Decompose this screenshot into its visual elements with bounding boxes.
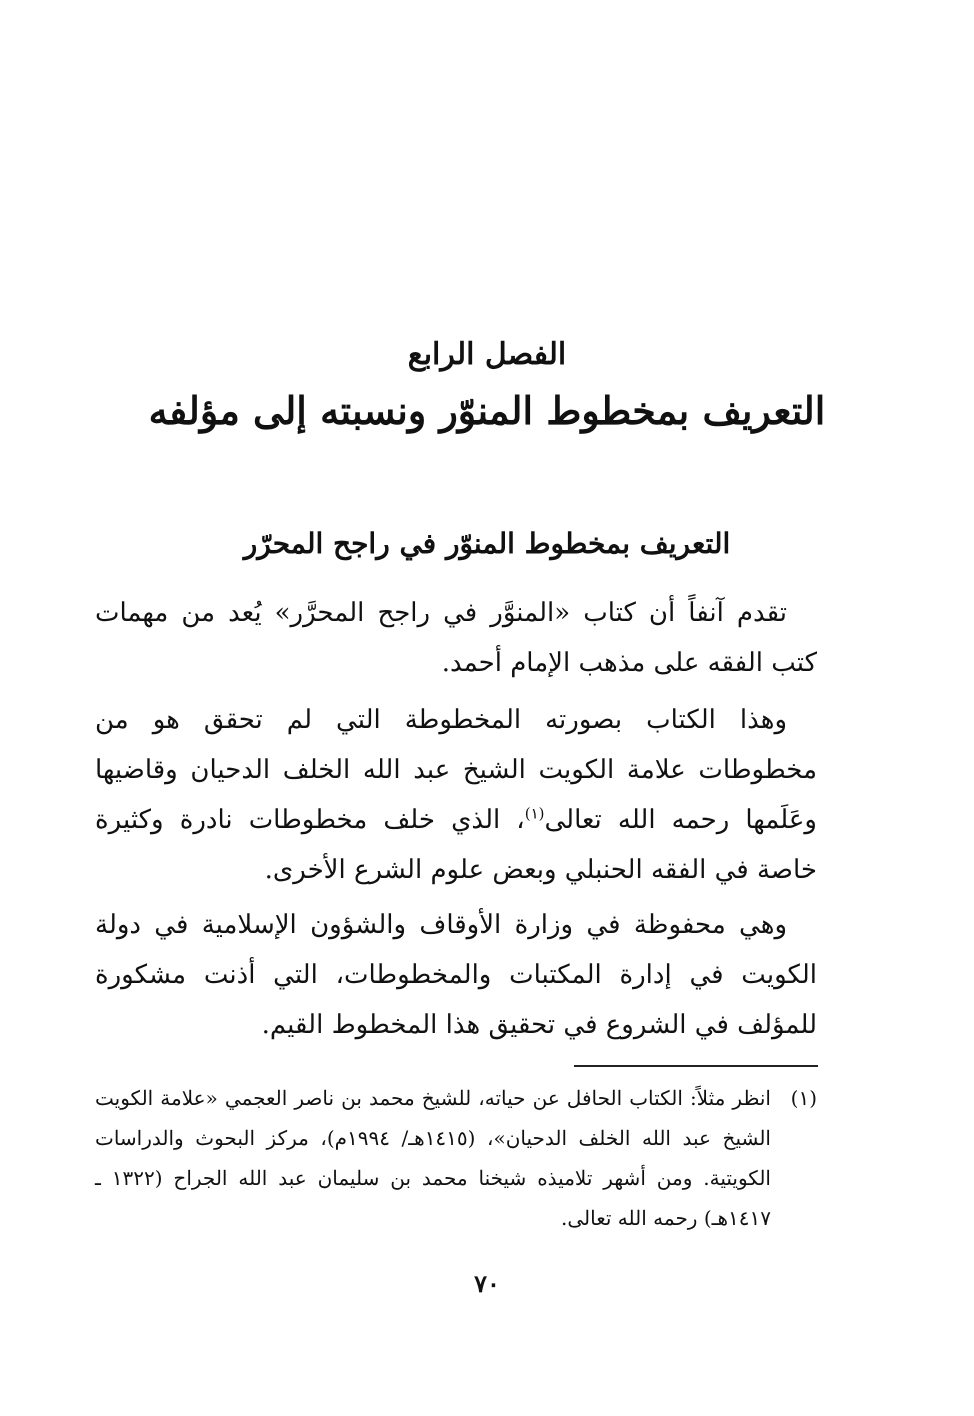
footnote-text: انظر مثلاً: الكتاب الحافل عن حياته، للشيخ محمد بن ناصر العجمي «علامة الكويت الشيخ عبد الله الخلف الدحيان»، (١٤١٥هـ/ ١٩٩٤م)، مركز البحوث والدراسات الكويتية. ومن أشهر تلاميذه شيخنا محمد بن سليمان عبد الله الجراح (١٣٢٢ ـ ١٤١٧هـ) رحمه الله تعالى. [95, 1086, 771, 1230]
paragraph-intro: تقدم آنفاً أن كتاب «المنوَّر في راجح المحرَّر» يُعد من مهمات كتب الفقه على مذهب الإمام أحمد. [95, 598, 817, 678]
paragraph-manuscript-origin-text-2: ، الذي خلف مخطوطات نادرة وكثيرة خاصة في الفقه الحنبلي وبعض علوم الشرع الأخرى. [95, 805, 817, 885]
footnote [95, 1078, 817, 1238]
section-title: التعريف بمخطوط المنوّر في راجح المحرّر [243, 527, 731, 560]
paragraph-manuscript-origin-text-1: وهذا الكتاب بصورته المخطوطة التي لم تحقق هو من مخطوطات علامة الكويت الشيخ عبد الله الخلف الدحيان وقاضيها وعَلَمها رحمه الله تعالى [95, 705, 817, 835]
chapter-title: التعريف بمخطوط المنوّر ونسبته إلى مؤلفه [148, 388, 826, 433]
paragraph-manuscript-origin [95, 695, 817, 895]
page-number: ٧٠ [474, 1269, 500, 1298]
paragraph-manuscript-location: وهي محفوظة في وزارة الأوقاف والشؤون الإسلامية في دولة الكويت في إدارة المكتبات والمخطوطات، التي أذنت مشكورة للمؤلف في الشروع في تحقيق هذا المخطوط القيم. [95, 910, 817, 1040]
footnote-reference[interactable]: (١) [524, 804, 545, 823]
footnote-divider [574, 1065, 818, 1067]
chapter-label: الفصل الرابع [407, 337, 567, 372]
footnote-number: (١) [790, 1086, 817, 1110]
